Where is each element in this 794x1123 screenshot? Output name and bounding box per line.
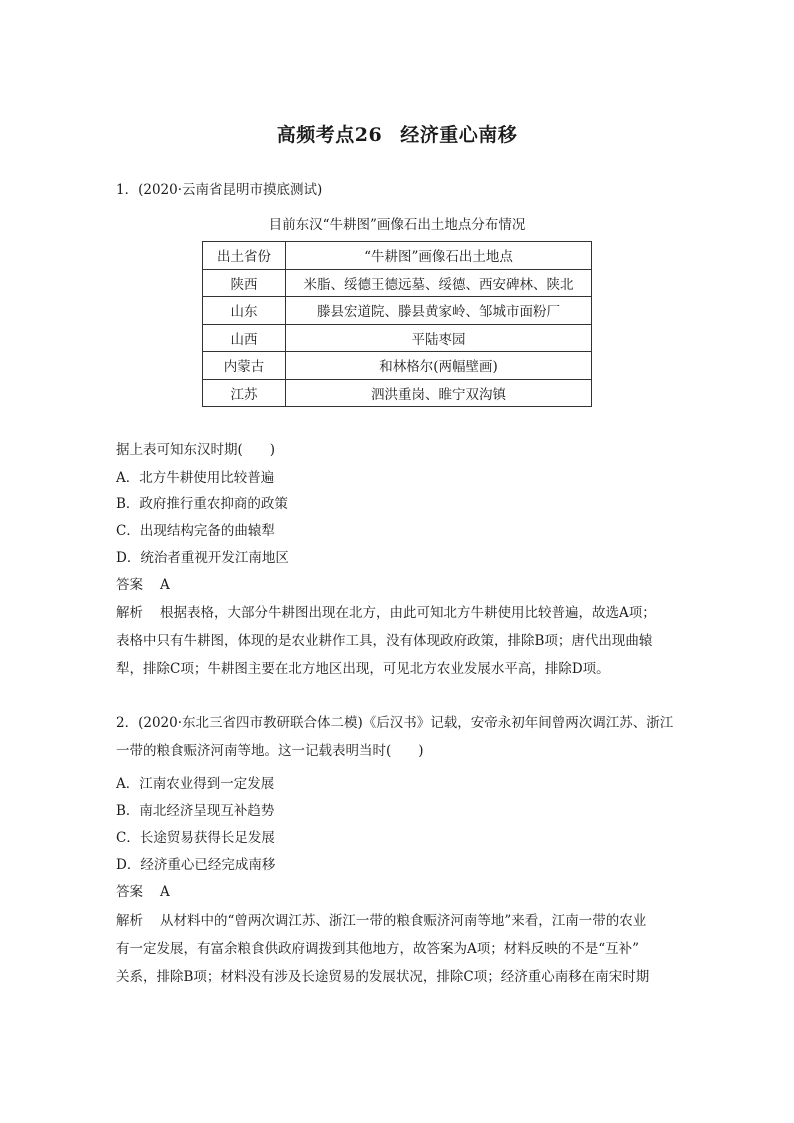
table-cell: 江苏 — [203, 379, 286, 407]
question-1-stem: 据上表可知东汉时期( ) — [116, 442, 276, 458]
question-1-option-b: B．政府推行重农抑商的政策 — [116, 496, 288, 512]
question-2-option-c: C．长途贸易获得长足发展 — [116, 830, 275, 846]
question-1-answer — [116, 573, 170, 593]
question-2-stem — [116, 709, 682, 765]
table-cell: 内蒙古 — [203, 352, 286, 380]
answer-label: 答案 — [116, 577, 143, 593]
analysis-line: 有一定发展，有富余粮食供政府调拨到其他地方，故答案为A项；材料反映的不是“互补” — [116, 941, 640, 957]
page-title — [0, 120, 794, 147]
analysis-text: 从材料中的“曾两次调江苏、浙江一带的粮食赈济河南等地”来看，江南一带的农业 — [160, 913, 647, 929]
table-row — [203, 352, 592, 380]
table-row — [203, 269, 592, 297]
table-cell: 山西 — [203, 324, 286, 352]
question-2-option-a: A．江南农业得到一定发展 — [116, 776, 275, 792]
table-row — [203, 379, 592, 407]
data-table — [202, 241, 592, 407]
question-1-source: (2020·云南省昆明市摸底测试) — [138, 182, 323, 198]
stem-line: 一带的粮食赈济河南等地。这一记载表明当时( ) — [116, 743, 424, 759]
table-row — [203, 297, 592, 325]
table-cell: 平陆枣园 — [286, 324, 592, 352]
question-2-option-b: B．南北经济呈现互补趋势 — [116, 803, 275, 819]
analysis-line: 表格中只有牛耕图，体现的是农业耕作工具，没有体现政府政策，排除B项；唐代出现曲辕 — [116, 633, 653, 649]
table-cell: 米脂、绥德王德远墓、绥德、西安碑林、陕北 — [286, 269, 592, 297]
table-cell: 滕县宏道院、滕县黄家岭、邹城市面粉厂 — [286, 297, 592, 325]
question-2-answer — [116, 880, 170, 900]
table-header-cell: 出土省份 — [203, 242, 286, 270]
table-caption: 目前东汉“牛耕图”画像石出土地点分布情况 — [268, 217, 526, 233]
question-2-option-d: D．经济重心已经完成南移 — [116, 857, 276, 873]
question-1-option-a: A．北方牛耕使用比较普遍 — [116, 470, 275, 486]
table-cell: 山东 — [203, 297, 286, 325]
answer-label: 答案 — [116, 884, 143, 900]
table-cell: 和林格尔(两幅壁画) — [286, 352, 592, 380]
analysis-line: 犁，排除C项；牛耕图主要在北方地区出现，可见北方农业发展水平高，排除D项。 — [116, 661, 610, 677]
title-topic: 经济重心南移 — [400, 124, 518, 146]
question-1-analysis — [116, 599, 682, 683]
analysis-label: 解析 — [116, 605, 143, 621]
question-1-header — [116, 178, 322, 198]
question-1-option-d: D．统治者重视开发江南地区 — [116, 550, 289, 566]
question-1-number: 1． — [116, 182, 139, 198]
analysis-line: 关系，排除B项；材料没有涉及长途贸易的发展状况，排除C项；经济重心南移在南宋时期 — [116, 969, 650, 985]
analysis-label: 解析 — [116, 913, 143, 929]
table-cell: 陕西 — [203, 269, 286, 297]
title-main: 高频考点26 — [276, 124, 383, 146]
answer-value: A — [160, 884, 170, 900]
table-header-row — [203, 242, 592, 270]
question-2-number: 2． — [116, 715, 139, 731]
analysis-line — [116, 599, 682, 627]
table-cell: 泗洪重岗、睢宁双沟镇 — [286, 379, 592, 407]
question-2-analysis — [116, 907, 682, 991]
analysis-text: 根据表格，大部分牛耕图出现在北方，由此可知北方牛耕使用比较普遍，故选A项； — [160, 605, 656, 621]
table-header-cell: “牛耕图”画像石出土地点 — [286, 242, 592, 270]
answer-value: A — [160, 577, 170, 593]
stem-line — [116, 709, 682, 737]
question-1-option-c: C．出现结构完备的曲辕犁 — [116, 523, 275, 539]
stem-text: (2020·东北三省四市教研联合体二模)《后汉书》记载，安帝永初年间曾两次调江苏、浙江 — [138, 715, 674, 731]
table-row — [203, 324, 592, 352]
analysis-line — [116, 907, 682, 935]
